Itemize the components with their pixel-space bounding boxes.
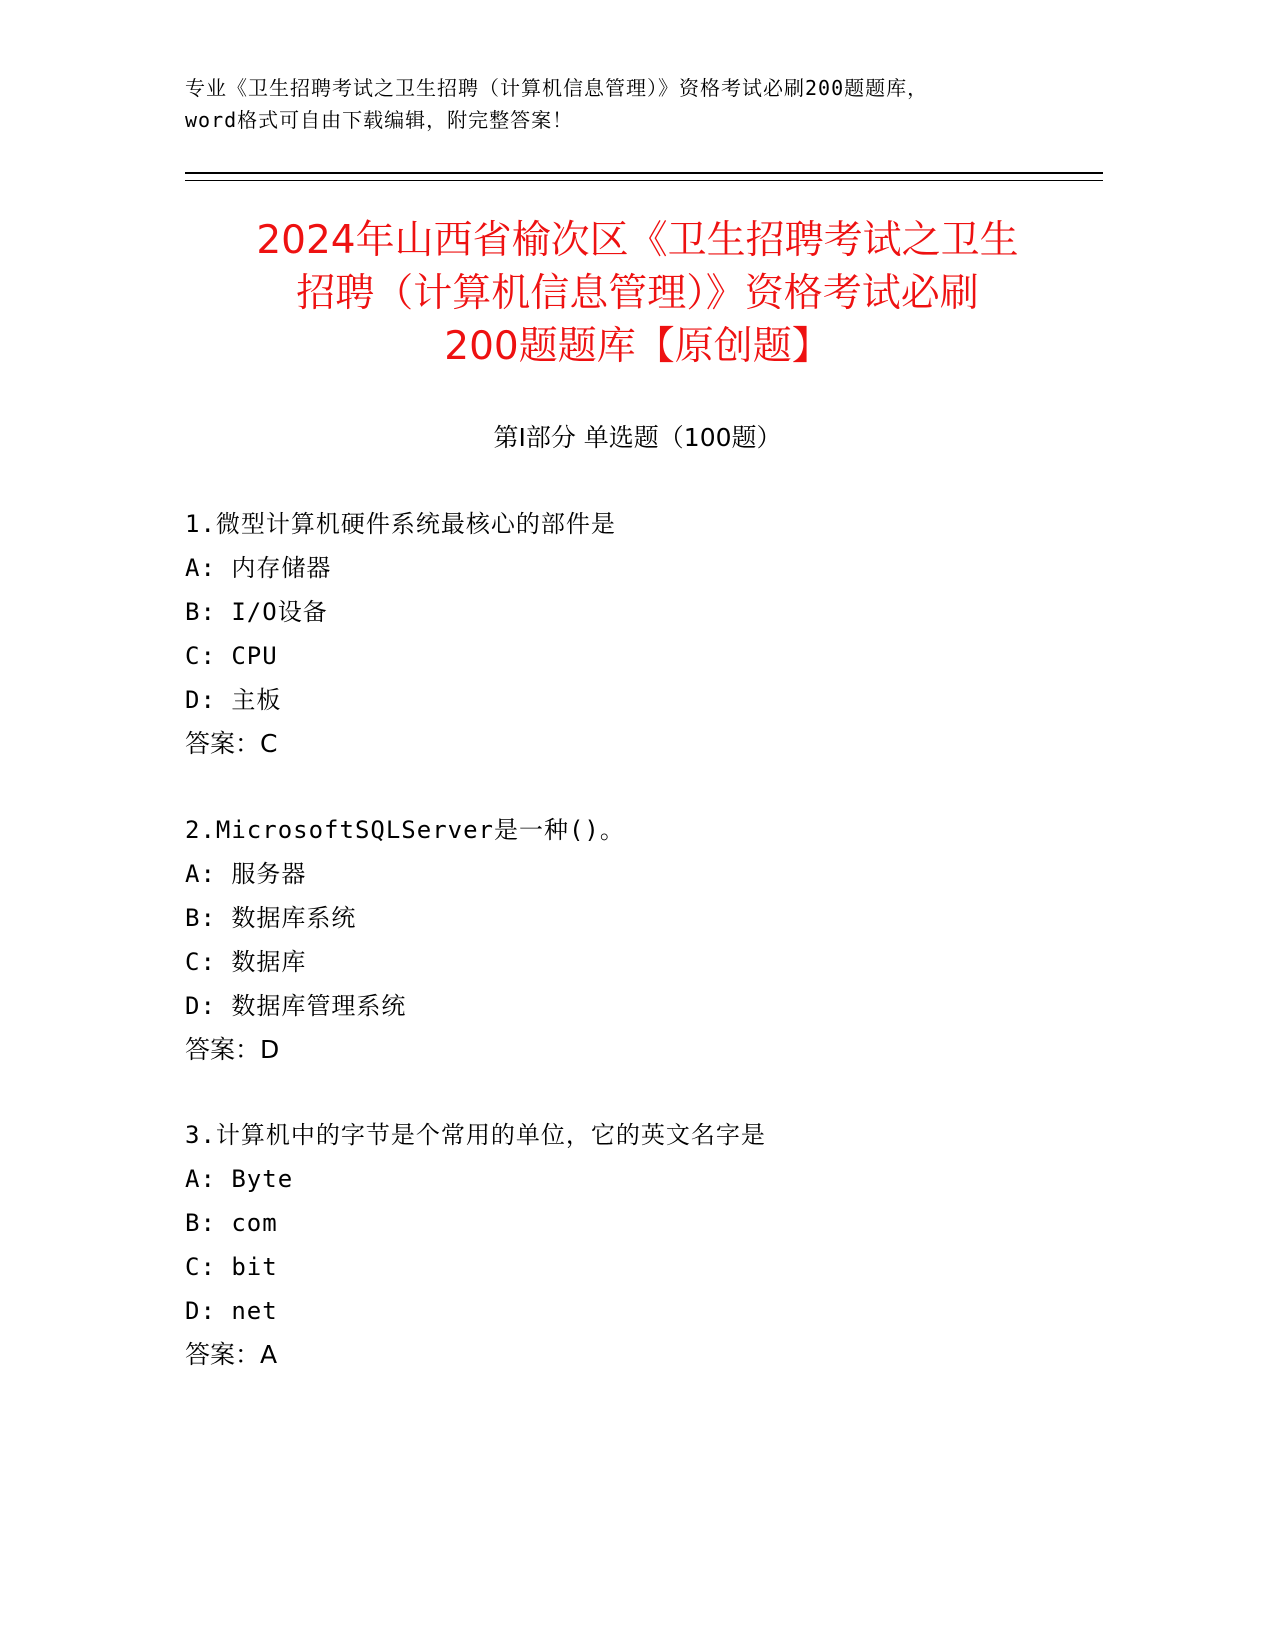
option-b: B: 数据库系统 (185, 904, 357, 932)
section-title: 第Ⅰ部分 单选题（100题） (493, 423, 782, 452)
question-stem: 3.计算机中的字节是个常用的单位，它的英文名字是 (185, 1121, 766, 1149)
option-d: D: net (185, 1297, 278, 1325)
question-stem: 2.MicrosoftSQLServer是一种()。 (185, 816, 625, 844)
answer: 答案：D (185, 1035, 280, 1064)
title-line-1: 2024年山西省榆次区《卫生招聘考试之卫生 (256, 218, 1019, 263)
header-note-line-1: 专业《卫生招聘考试之卫生招聘（计算机信息管理）》资格考试必刷200题题库， (185, 76, 929, 100)
option-b: B: com (185, 1209, 278, 1237)
option-d: D: 数据库管理系统 (185, 992, 407, 1020)
option-d: D: 主板 (185, 686, 282, 714)
answer: 答案：A (185, 1340, 278, 1369)
header-divider-thick (185, 172, 1103, 174)
question-1 (185, 502, 1085, 766)
title-line-3: 200题题库【原创题】 (444, 324, 831, 369)
question-3 (185, 1113, 1085, 1377)
header-note (185, 72, 1085, 136)
option-c: C: 数据库 (185, 948, 307, 976)
question-stem: 1.微型计算机硬件系统最核心的部件是 (185, 510, 616, 538)
option-a: A: 内存储器 (185, 554, 332, 582)
header-divider-thin (185, 180, 1103, 181)
option-c: C: CPU (185, 642, 278, 670)
document-title (150, 214, 1125, 373)
header-note-line-2: word格式可自由下载编辑，附完整答案！ (185, 108, 574, 132)
question-2 (185, 808, 1085, 1072)
option-a: A: Byte (185, 1165, 294, 1193)
title-line-2: 招聘（计算机信息管理）》资格考试必刷 (296, 271, 979, 316)
option-b: B: I/O设备 (185, 598, 328, 626)
option-a: A: 服务器 (185, 860, 307, 888)
answer: 答案：C (185, 729, 278, 758)
option-c: C: bit (185, 1253, 278, 1281)
